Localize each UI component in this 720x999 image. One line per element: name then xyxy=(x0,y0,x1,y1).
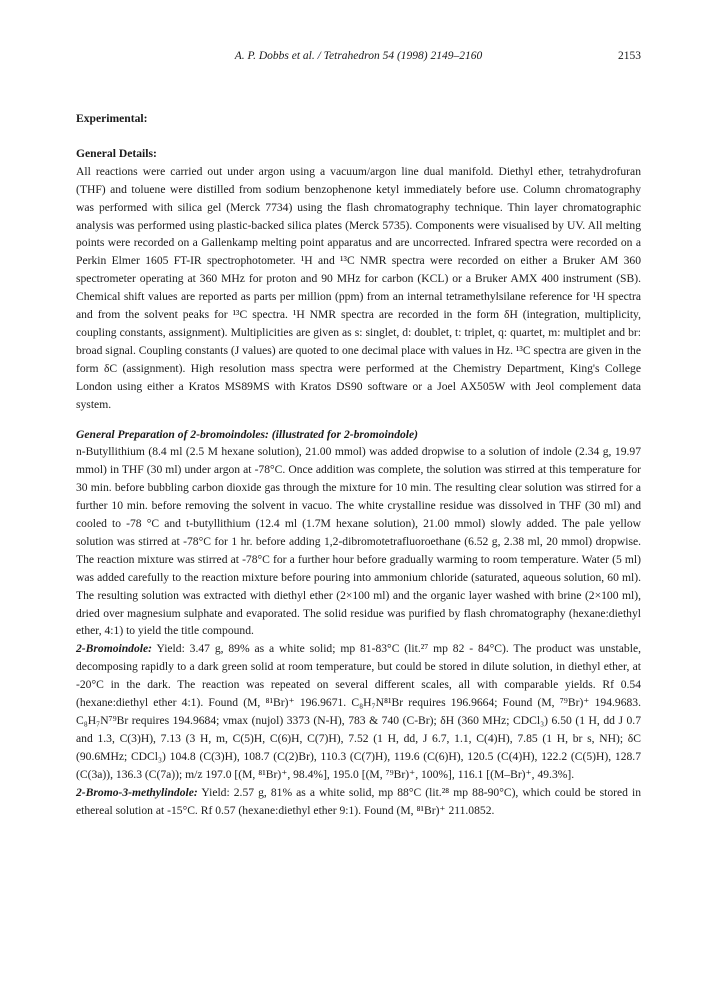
bromo-methylindole-paragraph xyxy=(76,784,641,820)
bromoindole-paragraph xyxy=(76,640,641,783)
general-details-heading: General Details: xyxy=(76,146,157,160)
general-details-paragraph: All reactions were carried out under argon using a vacuum/argon line dual manifold. Diethyl ether, tetrahydrofuran (THF) and toluene were distilled from sodium benzophenone ketyl immediately before use. Column chromatography was performed with silica gel (Merck 7734) using the flash chromatography technique. Thin layer chromatographic analysis was performed using plastic-backed silica plates (Merck 5735). Components were visualised by UV. All melting points were recorded on a Gallenkamp melting point apparatus and are uncorrected. Infrared spectra were recorded on a Perkin Elmer 1605 FT-IR spectrophotometer. ¹H and ¹³C NMR spectra were recorded on either a Bruker AM 360 spectrometer operating at 360 MHz for proton and 90 MHz for carbon (KCL) or a Bruker AMX 400 instrument (SB). Chemical shift values are reported as parts per million (ppm) from an internal tetramethylsilane reference for ¹H spectra and from the solvent peaks for ¹³C spectra. ¹H NMR spectra are recorded in the form δH (integration, multiplicity, coupling constants, assignment). Multiplicities are given as s: singlet, d: doublet, t: triplet, q: quartet, m: multiplet and br: broad signal. Coupling constants (J values) are quoted to one decimal place with values in Hz. ¹³C spectra are given in the form δC (assignment). High resolution mass spectra were performed at the Chemistry Department, King's College London using either a Kratos MS89MS with Kratos DS90 software or a Joel AX505W with Jeol complement data system. xyxy=(76,164,641,411)
experimental-heading: Experimental: xyxy=(76,112,148,125)
article-body xyxy=(76,110,641,819)
bromo-methylindole-data: Yield: 2.57 g, 81% as a white solid, mp 88°C (lit.²⁸ mp 88-90°C), which could be stored in ethereal solution at -15°C. Rf 0.57 (hexane:diethyl ether 9:1). Found (M, ⁸¹Br)⁺ 211.0852. xyxy=(76,785,641,817)
running-head: A. P. Dobbs et al. / Tetrahedron 54 (1998) 2149–2160 xyxy=(234,50,483,62)
page-number: 2153 xyxy=(618,50,641,62)
general-preparation-heading: General Preparation of 2-bromoindoles: (illustrated for 2-bromoindole) xyxy=(76,427,419,441)
bromoindole-data: Yield: 3.47 g, 89% as a white solid; mp 81-83°C (lit.²⁷ mp 82 - 84°C). The product was unstable, decomposing rapidly to a dark green solid at room temperature, but could be stored in dilute solution, in diethyl ether, at -20°C in the dark. The reaction was repeated on several different scales, all with comparable yields. Rf 0.54 (hexane:diethyl ether 4:1). Found (M, ⁸¹Br)⁺ 196.9671. C₈H₇N⁸¹Br requires 196.9664; Found (M, ⁷⁹Br)⁺ 194.9683. C₈H₇N⁷⁹Br requires 194.9684; νmax (nujol) 3373 (N-H), 783 & 740 (C-Br); δH (360 MHz; CDCl₃) 6.50 (1 H, dd J 0.7 and 1.3, C(3)H), 7.13 (3 H, m, C(5)H, C(6)H, C(7)H), 7.52 (1 H, dd, J 6.7, 1.1, C(4)H), 7.85 (1 H, br s, NH); δC (90.6MHz; CDCl₃) 104.8 (C(3)H), 108.7 (C(2)Br), 110.3 (C(7)H), 119.6 (C(6)H), 120.5 (C(4)H), 122.2 (C(5)H), 128.7 (C(3a)), 136.3 (C(7a)); m/z 197.0 [(M, ⁸¹Br)⁺, 98.4%], 195.0 [(M, ⁷⁹Br)⁺, 100%], 116.1 [(M–Br)⁺, 49.3%]. xyxy=(76,642,641,781)
running-header xyxy=(76,50,641,68)
bromoindole-name: 2-Bromoindole: xyxy=(76,642,153,656)
general-preparation-paragraph: n-Butyllithium (8.4 ml (2.5 M hexane solution), 21.00 mmol) was added dropwise to a solution of indole (2.34 g, 19.97 mmol) in THF (30 ml) under argon at -78°C. Once addition was complete, the solution was stirred at this temperature for 30 min. before bubbling carbon dioxide gas through the mixture for 10 min. The resulting clear solution was stirred for a further 10 min. before removing the solvent in vacuo. The white crystalline residue was dissolved in THF (30 ml) and cooled to -78 °C and t-butyllithium (12.4 ml (1.7M hexane solution), 21.00 mmol) slowly added. The pale yellow solution was stirred at -78°C for 1 hr. before adding 1,2-dibromotetrafluoroethane (6.52 g, 2.38 ml, 20 mmol) dropwise. The reaction mixture was stirred at -78°C for a further hour before gradually warming to room temperature. Water (5 ml) was added carefully to the reaction mixture before pouring into ammonium chloride (saturated, aqueous solution, 60 ml). The resulting solution was extracted with diethyl ether (2×100 ml) and the organic layer washed with brine (2×100 ml), dried over magnesium sulphate and evaporated. The solid residue was purified by flash chromatography (hexane:diethyl ether, 4:1) to yield the title compound. xyxy=(76,445,641,638)
bromo-methylindole-name: 2-Bromo-3-methylindole: xyxy=(76,785,198,799)
